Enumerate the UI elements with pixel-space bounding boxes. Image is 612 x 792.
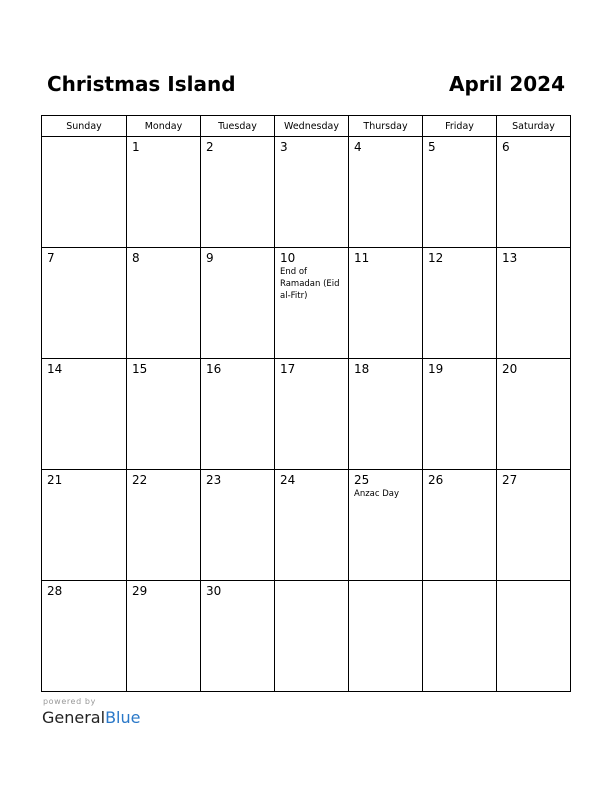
- day-number: 8: [132, 251, 140, 265]
- day-cell: [42, 137, 127, 248]
- day-number: 17: [280, 362, 296, 376]
- day-cell: [42, 581, 127, 692]
- weekday-header: Wednesday: [275, 116, 349, 137]
- weekday-header: Saturday: [497, 116, 571, 137]
- calendar-month-title: April 2024: [449, 72, 565, 96]
- day-cell: [497, 581, 571, 692]
- weekday-header: Tuesday: [201, 116, 275, 137]
- day-number: 5: [428, 140, 436, 154]
- day-cell: [275, 359, 349, 470]
- day-number: 16: [206, 362, 222, 376]
- weekday-header: Sunday: [42, 116, 127, 137]
- day-cell: [275, 137, 349, 248]
- day-number: 28: [47, 584, 63, 598]
- day-cell: [423, 359, 497, 470]
- day-number: 7: [47, 251, 55, 265]
- day-cell: [349, 359, 423, 470]
- week-row: [42, 137, 571, 248]
- day-number: 26: [428, 473, 444, 487]
- day-cell: [497, 359, 571, 470]
- weekday-header-row: [42, 116, 571, 137]
- day-number: 1: [132, 140, 140, 154]
- generalblue-logo[interactable]: [42, 708, 140, 728]
- day-cell: [127, 581, 201, 692]
- day-cell: [497, 137, 571, 248]
- day-number: 24: [280, 473, 296, 487]
- day-number: 9: [206, 251, 214, 265]
- day-cell: [127, 359, 201, 470]
- holiday-label: Anzac Day: [354, 489, 400, 499]
- calendar-location-title: Christmas Island: [47, 72, 236, 96]
- day-number: 20: [502, 362, 518, 376]
- day-cell: [201, 359, 275, 470]
- calendar-grid: [41, 115, 571, 692]
- day-cell: [42, 248, 127, 359]
- day-cell: [42, 470, 127, 581]
- day-cell: [423, 470, 497, 581]
- day-cell: [349, 137, 423, 248]
- day-number: 19: [428, 362, 444, 376]
- week-row: [42, 470, 571, 581]
- day-number: 15: [132, 362, 148, 376]
- day-cell: [349, 581, 423, 692]
- day-cell: [349, 248, 423, 359]
- day-number: 18: [354, 362, 370, 376]
- day-number: 12: [428, 251, 444, 265]
- day-number: 22: [132, 473, 148, 487]
- day-number: 6: [502, 140, 510, 154]
- day-cell: [349, 470, 423, 581]
- day-cell: [423, 581, 497, 692]
- day-number: 27: [502, 473, 518, 487]
- logo-text-general: General: [42, 708, 106, 727]
- day-cell: [201, 581, 275, 692]
- powered-by-label: powered by: [43, 697, 96, 706]
- day-cell: [127, 248, 201, 359]
- day-number: 2: [206, 140, 214, 154]
- day-cell: [497, 248, 571, 359]
- weekday-header: Monday: [127, 116, 201, 137]
- day-cell: [42, 359, 127, 470]
- day-number: 13: [502, 251, 518, 265]
- holiday-label: End of Ramadan (Eid al-Fitr): [280, 267, 340, 301]
- day-number: 21: [47, 473, 63, 487]
- day-number: 25: [354, 473, 370, 487]
- day-number: 29: [132, 584, 148, 598]
- day-cell: [275, 470, 349, 581]
- day-number: 23: [206, 473, 222, 487]
- day-number: 30: [206, 584, 222, 598]
- day-number: 14: [47, 362, 63, 376]
- day-number: 4: [354, 140, 362, 154]
- day-cell: [497, 470, 571, 581]
- day-cell: [275, 248, 349, 359]
- day-cell: [423, 137, 497, 248]
- day-cell: [201, 137, 275, 248]
- week-row: [42, 359, 571, 470]
- weekday-header: Thursday: [349, 116, 423, 137]
- week-row: [42, 581, 571, 692]
- logo-text-blue: Blue: [105, 708, 141, 727]
- day-cell: [201, 470, 275, 581]
- week-row: [42, 248, 571, 359]
- day-cell: [423, 248, 497, 359]
- day-number: 3: [280, 140, 288, 154]
- day-cell: [275, 581, 349, 692]
- day-cell: [201, 248, 275, 359]
- day-cell: [127, 470, 201, 581]
- day-number: 10: [280, 251, 296, 265]
- weekday-header: Friday: [423, 116, 497, 137]
- day-number: 11: [354, 251, 370, 265]
- day-cell: [127, 137, 201, 248]
